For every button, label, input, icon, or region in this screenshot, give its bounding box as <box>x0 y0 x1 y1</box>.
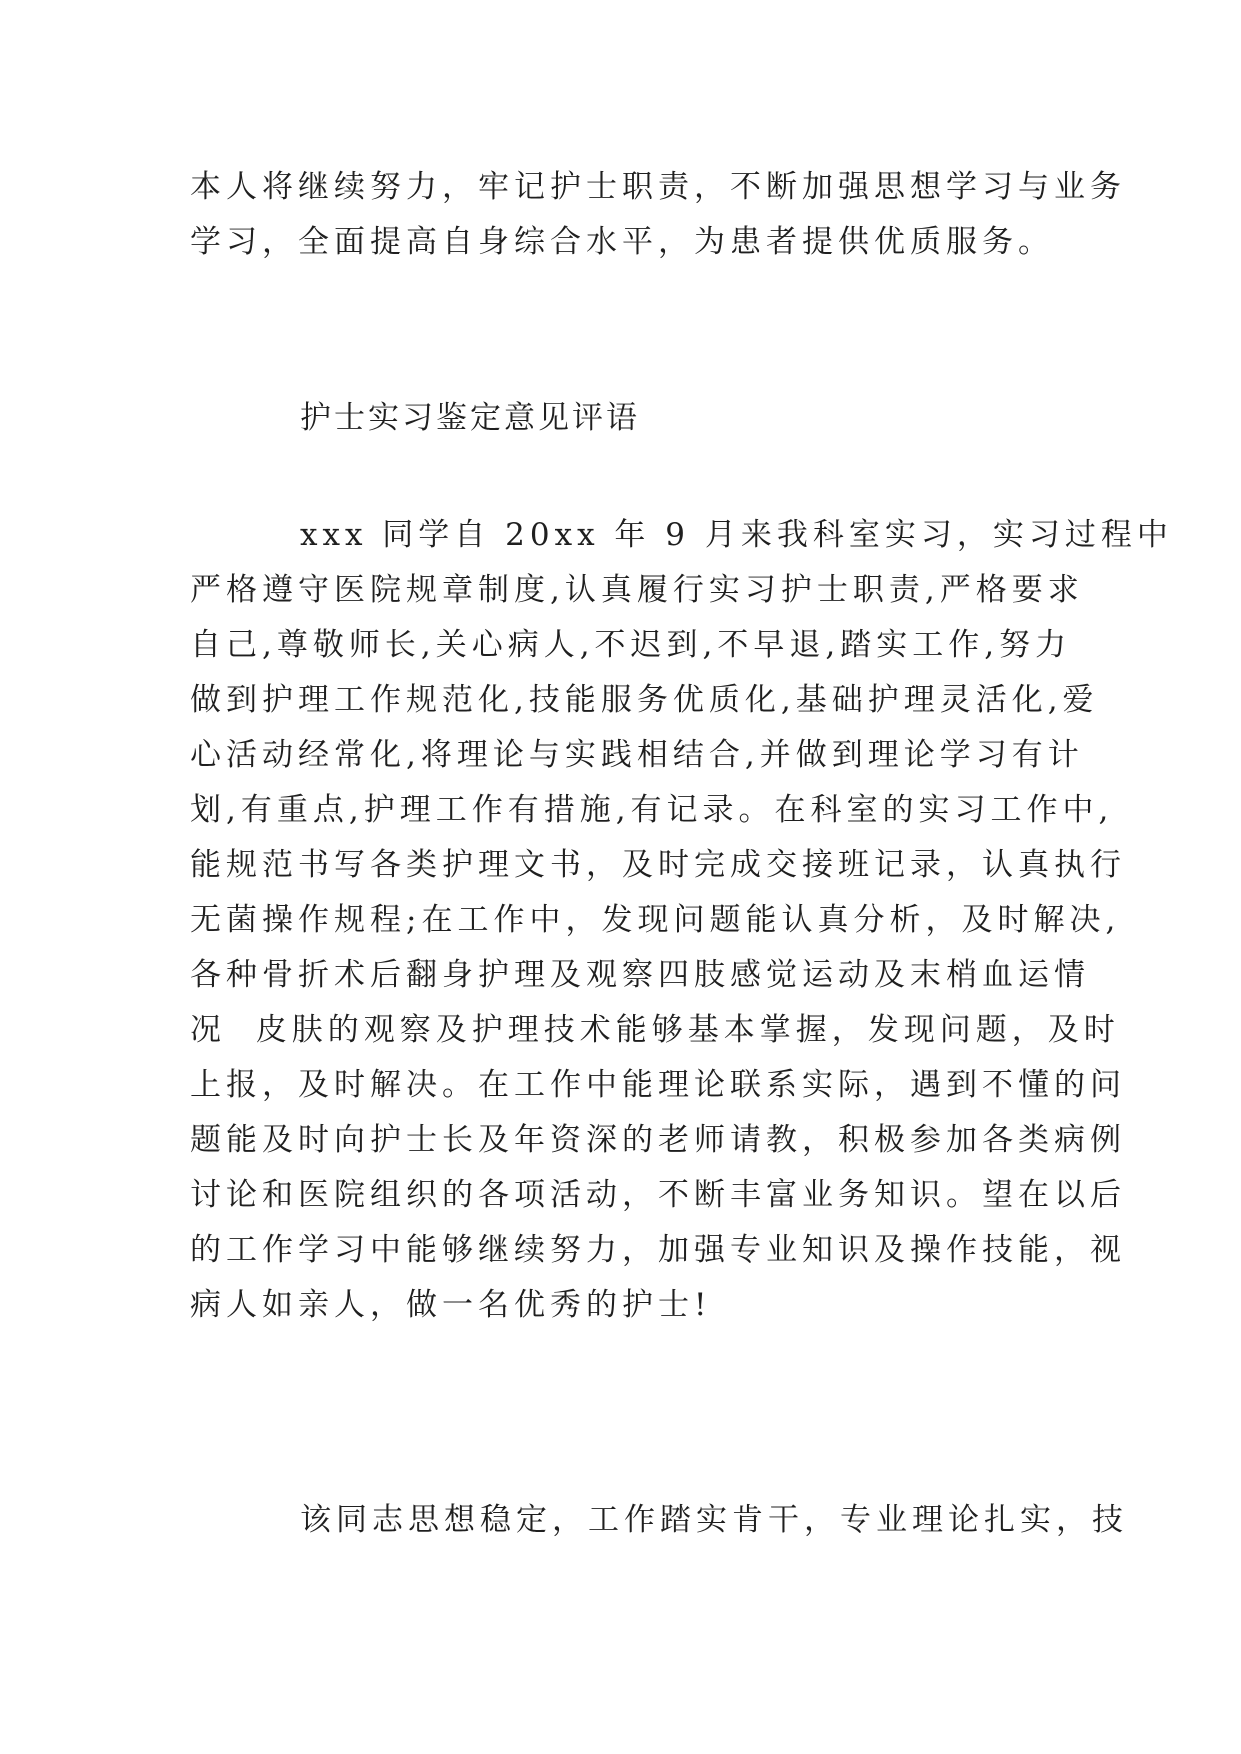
paragraph-2-line-13: 讨论和医院组织的各项活动，不断丰富业务知识。望在以后 <box>190 1177 1126 1213</box>
paragraph-2-line-12: 题能及时向护士长及年资深的老师请教，积极参加各类病例 <box>190 1122 1126 1158</box>
paragraph-2-line-5: 心活动经常化,将理论与实践相结合,并做到理论学习有计 <box>190 737 1084 773</box>
paragraph-2-line-3: 自己,尊敬师长,关心病人,不迟到,不早退,踏实工作,努力 <box>190 627 1072 663</box>
paragraph-2-line-10: 况 皮肤的观察及护理技术能够基本掌握，发现问题，及时 <box>190 1012 1120 1048</box>
paragraph-2-line-14: 的工作学习中能够继续努力，加强专业知识及操作技能，视 <box>190 1232 1126 1268</box>
paragraph-3-line-1: 该同志思想稳定，工作踏实肯干，专业理论扎实，技 <box>300 1502 1128 1538</box>
paragraph-2-line-7: 能规范书写各类护理文书，及时完成交接班记录，认真执行 <box>190 847 1126 883</box>
paragraph-2-line-15: 病人如亲人，做一名优秀的护士! <box>190 1287 712 1323</box>
section-title: 护士实习鉴定意见评语 <box>300 400 640 436</box>
paragraph-2-line-1: xxx 同学自 20xx 年 9 月来我科室实习，实习过程中 <box>300 517 1173 553</box>
paragraph-2-line-2: 严格遵守医院规章制度,认真履行实习护士职责,严格要求 <box>190 572 1084 608</box>
paragraph-2-line-6: 划,有重点,护理工作有措施,有记录。在科室的实习工作中, <box>190 792 1114 828</box>
paragraph-2-line-9: 各种骨折术后翻身护理及观察四肢感觉运动及末梢血运情 <box>190 957 1090 993</box>
paragraph-1-line-2: 学习，全面提高自身综合水平，为患者提供优质服务。 <box>190 224 1054 260</box>
paragraph-2-line-8: 无菌操作规程;在工作中，发现问题能认真分析，及时解决, <box>190 902 1121 938</box>
paragraph-1-line-1: 本人将继续努力，牢记护士职责，不断加强思想学习与业务 <box>190 169 1126 205</box>
paragraph-2-line-11: 上报，及时解决。在工作中能理论联系实际，遇到不懂的问 <box>190 1067 1126 1103</box>
paragraph-2-line-4: 做到护理工作规范化,技能服务优质化,基础护理灵活化,爱 <box>190 682 1099 718</box>
